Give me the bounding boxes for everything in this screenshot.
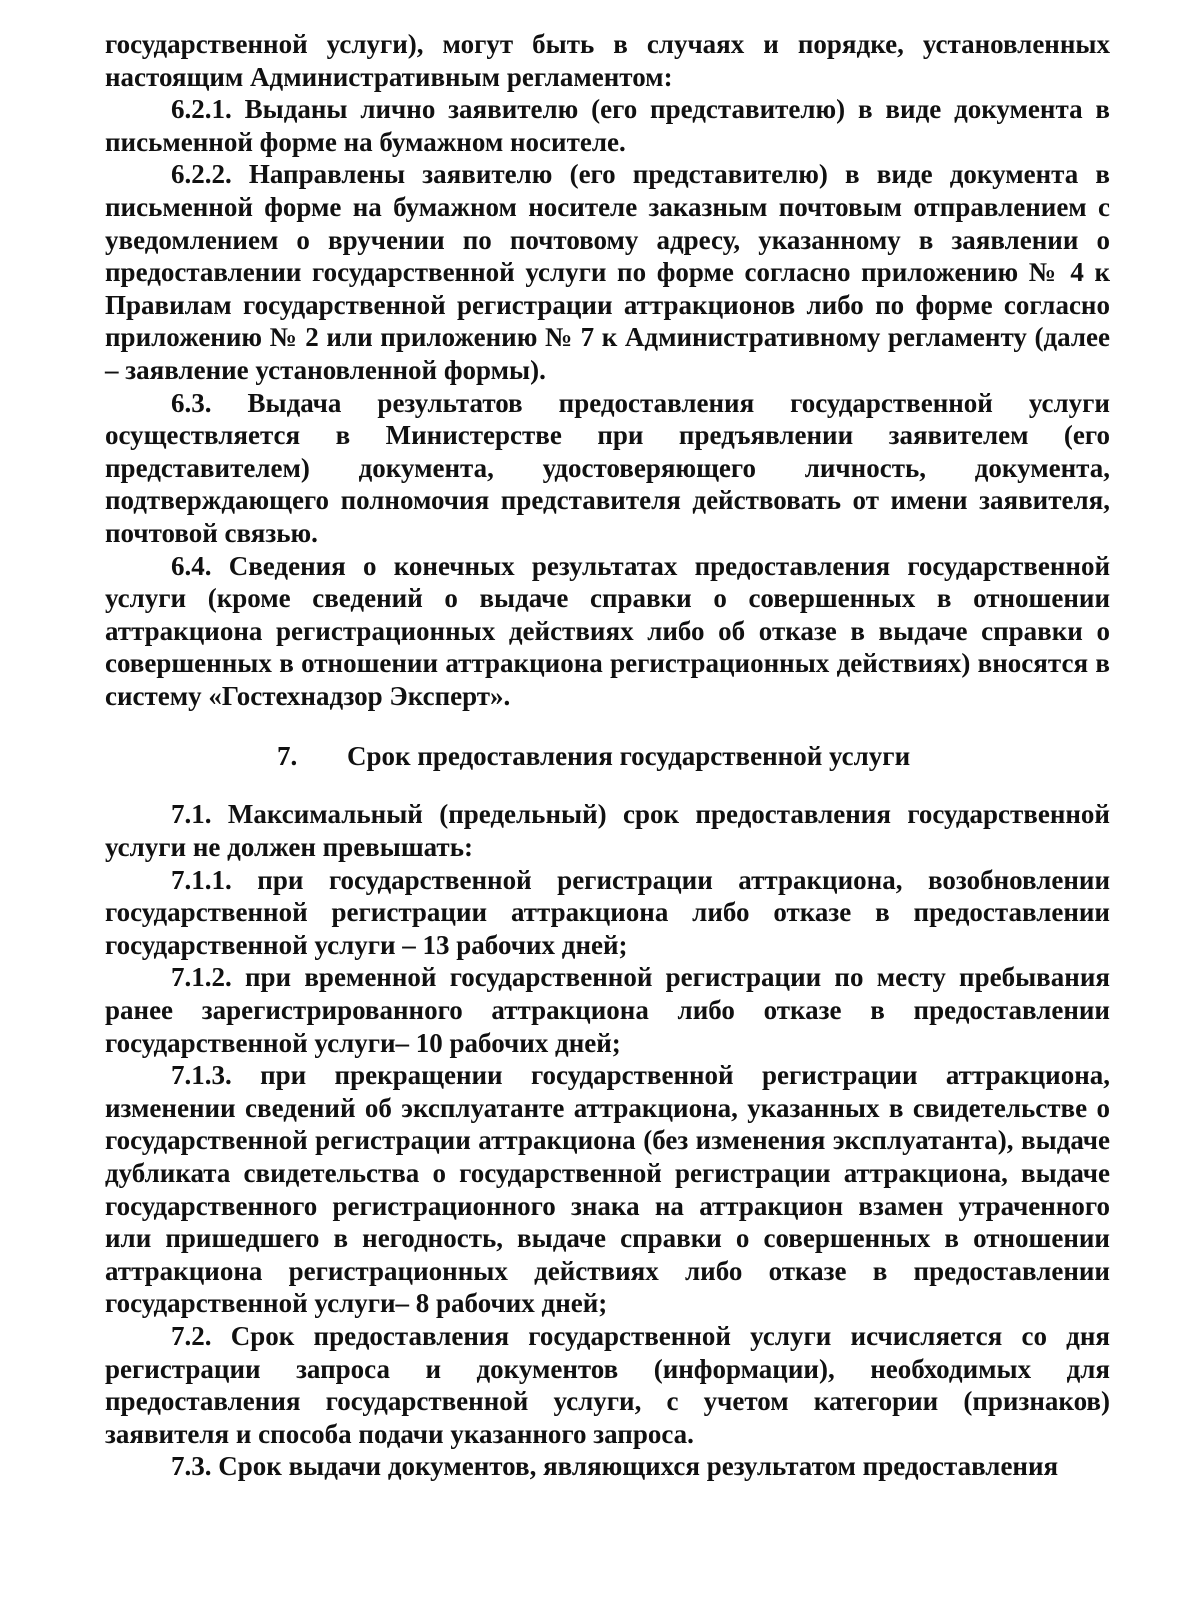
paragraph-7-1-1: 7.1.1. при государственной регистрации аттракциона, возобновлении государственной регистрации аттракциона либо отказе в предоставлении государственной услуги – 13 рабочих дней; <box>105 864 1110 960</box>
paragraph-6-2-2: 6.2.2. Направлены заявителю (его представителю) в виде документа в письменной форме на бумажном носителе заказным почтовым отправлением с уведомлением о вручении по почтовому адресу, указанному в заявлении о предоставлении государственной услуги по форме согласно приложению № 4 к Правилам государственной регистрации аттракционов либо по форме согласно приложению № 2 или приложению № 7 к Административному регламенту (далее – заявление установленной формы). <box>105 159 1110 385</box>
paragraph-7-2: 7.2. Срок предоставления государственной услуги исчисляется со дня регистрации запроса и документов (информации), необходимых для предоставления государственной услуги, с учетом категории (признаков) заявителя и способа подачи указанного запроса. <box>105 1320 1110 1449</box>
paragraph-7-1-3: 7.1.3. при прекращении государственной регистрации аттракциона, изменении сведений об эксплуатанте аттракциона, указанных в свидетельстве о государственной регистрации аттракциона (без изменения эксплуатанта), выдаче дубликата свидетельства о государственной регистрации аттракциона, выдаче государственного регистрационного знака на аттракцион взамен утраченного или пришедшего в негодность, выдаче справки о совершенных в отношении аттракциона регистрационных действиях либо отказе в предоставлении государственной услуги– 8 рабочих дней; <box>105 1060 1110 1319</box>
section-heading <box>105 740 1110 772</box>
paragraph-7-1: 7.1. Максимальный (предельный) срок предоставления государственной услуги не должен превышать: <box>105 799 1110 863</box>
paragraph-continuation: государственной услуги), могут быть в случаях и порядке, установленных настоящим Административным регламентом: <box>105 29 1110 92</box>
document-page <box>105 28 1110 1483</box>
paragraph-6-4: 6.4. Сведения о конечных результатах предоставления государственной услуги (кроме сведений о выдаче справки о совершенных в отношении аттракциона регистрационных действиях либо об отказе в выдаче справки о совершенных в отношении аттракциона регистрационных действиях) вносятся в систему «Гостехнадзор Эксперт». <box>105 550 1110 711</box>
section-number: 7. <box>277 741 298 772</box>
paragraph-7-1-2: 7.1.2. при временной государственной регистрации по месту пребывания ранее зарегистрированного аттракциона либо отказе в предоставлении государственной услуги– 10 рабочих дней; <box>105 962 1110 1058</box>
paragraph-6-3: 6.3. Выдача результатов предоставления государственной услуги осуществляется в Министерстве при предъявлении заявителем (его представителем) документа, удостоверяющего личность, документа, подтверждающего полномочия представителя действовать от имени заявителя, почтовой связью. <box>105 387 1110 548</box>
section-title: Срок предоставления государственной услуги <box>347 741 911 772</box>
paragraph-7-3: 7.3. Срок выдачи документов, являющихся результатом предоставления <box>171 1451 1059 1482</box>
paragraph-6-2-1: 6.2.1. Выданы лично заявителю (его представителю) в виде документа в письменной форме на бумажном носителе. <box>105 94 1110 157</box>
